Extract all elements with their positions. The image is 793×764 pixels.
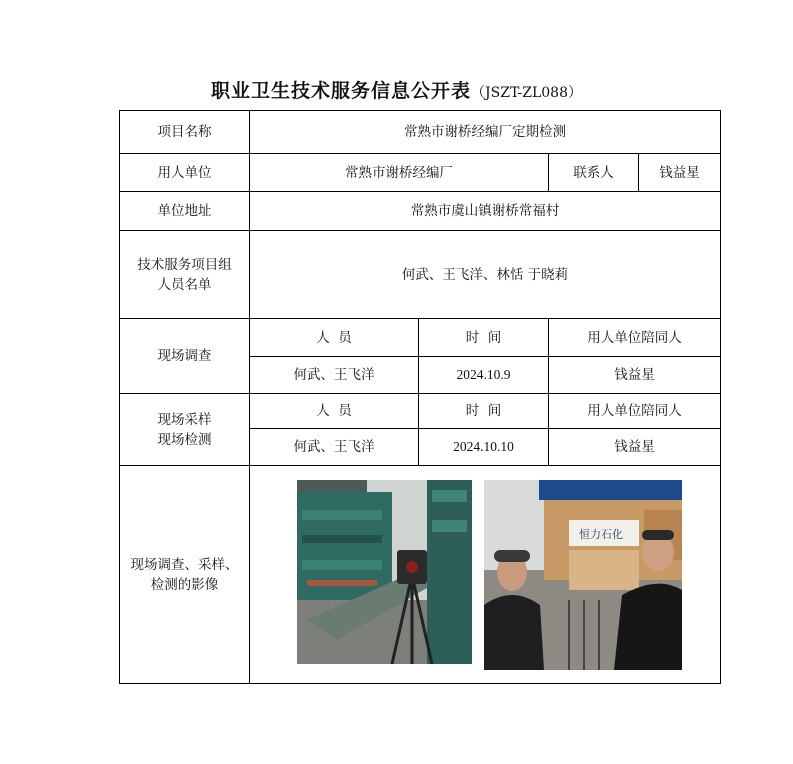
box-sign-text: 恒力石化: [578, 527, 623, 541]
label-sampling-line2: 现场检测: [157, 431, 212, 448]
factory-photo-image: [297, 480, 472, 664]
photo-strip: [250, 480, 720, 670]
label-survey: 现场调查: [120, 319, 250, 394]
info-table: [119, 110, 721, 684]
label-contact: 联系人: [549, 154, 639, 192]
label-team-line1: 技术服务项目组: [137, 256, 232, 273]
sampling-header-personnel: 人 员: [250, 394, 419, 429]
survey-time: 2024.10.9: [419, 357, 549, 394]
label-images-line2: 检测的影像: [150, 576, 219, 593]
label-images: [120, 466, 250, 684]
survey-header-time: 时 间: [419, 319, 549, 357]
value-address: 常熟市虞山镇谢桥常福村: [250, 192, 721, 231]
label-sampling: [120, 394, 250, 466]
row-address: [120, 192, 721, 231]
row-project: [120, 111, 721, 154]
label-team: [120, 231, 250, 319]
value-team: 何武、王飞洋、林恬 于晓莉: [250, 231, 721, 319]
sampling-personnel: 何武、王飞洋: [250, 429, 419, 466]
sampling-escort: 钱益星: [549, 429, 721, 466]
site-photo-factory: [297, 480, 472, 670]
label-employer: 用人单位: [120, 154, 250, 192]
survey-personnel: 何武、王飞洋: [250, 357, 419, 394]
row-survey-header: [120, 319, 721, 357]
row-images: [120, 466, 721, 684]
label-address: 单位地址: [120, 192, 250, 231]
value-contact: 钱益星: [639, 154, 721, 192]
document-title: [0, 76, 793, 103]
title-code: （JSZT-ZL088）: [471, 85, 582, 101]
survey-escort: 钱益星: [549, 357, 721, 394]
sampling-time: 2024.10.10: [419, 429, 549, 466]
title-main: 职业卫生技术服务信息公开表: [211, 80, 472, 102]
value-project-name: 常熟市谢桥经编厂定期检测: [250, 111, 721, 154]
row-employer: [120, 154, 721, 192]
sampling-header-time: 时 间: [419, 394, 549, 429]
label-project-name: 项目名称: [120, 111, 250, 154]
label-sampling-line1: 现场采样: [157, 411, 212, 428]
survey-header-escort: 用人单位陪同人: [549, 319, 721, 357]
site-photo-workers: [484, 480, 682, 670]
label-images-line1: 现场调查、采样、: [130, 556, 239, 573]
sampling-header-escort: 用人单位陪同人: [549, 394, 721, 429]
value-employer: 常熟市谢桥经编厂: [250, 154, 549, 192]
survey-header-personnel: 人 员: [250, 319, 419, 357]
label-team-line2: 人员名单: [157, 276, 212, 293]
images-cell: [250, 466, 721, 684]
row-team: [120, 231, 721, 319]
workers-photo-image: [484, 480, 682, 670]
row-sampling-header: [120, 394, 721, 429]
